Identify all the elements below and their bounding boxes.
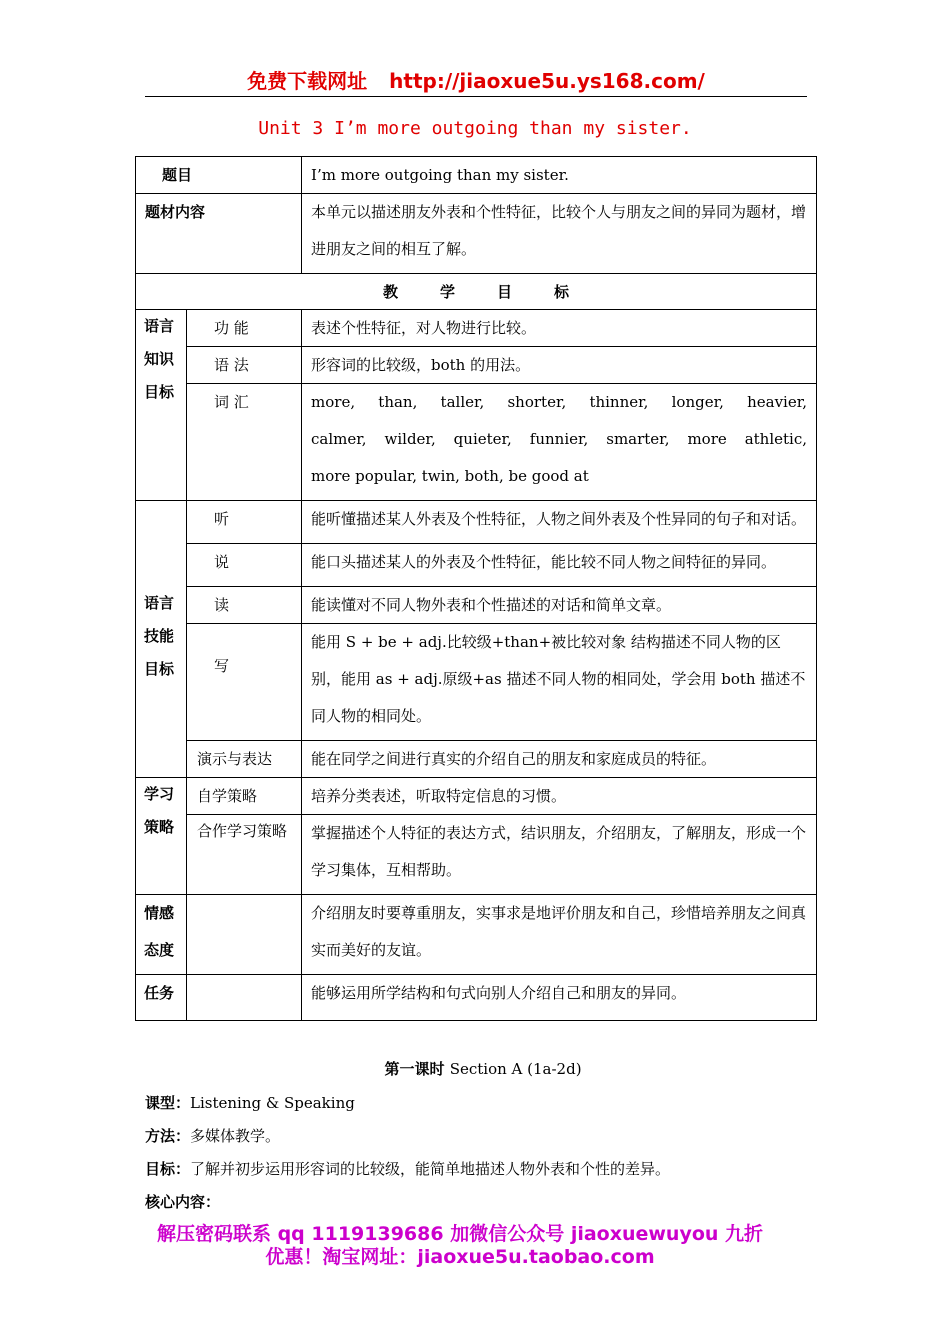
self-study-label: 自学策略 [187, 778, 302, 815]
goal-value: 了解并初步运用形容词的比较级，能简单地描述人物外表和个性的差异。 [190, 1160, 671, 1178]
grammar-row [136, 347, 817, 384]
speaking-label: 说 [187, 544, 302, 587]
presentation-text: 能在同学之间进行真实的介绍自己的朋友和家庭成员的特征。 [302, 741, 817, 778]
cooperation-row [136, 815, 817, 895]
grammar-text: 形容词的比较级，both 的用法。 [302, 347, 817, 384]
lang-knowledge-label: 语言知识目标 [136, 310, 187, 501]
listening-row [136, 501, 817, 544]
content-row [136, 194, 817, 274]
task-label: 任务 [136, 975, 187, 1021]
topic-value: I’m more outgoing than my sister. [302, 157, 817, 194]
presentation-row [136, 741, 817, 778]
reading-label: 读 [187, 587, 302, 624]
task-row [136, 975, 817, 1021]
reading-text: 能读懂对不同人物外表和个性描述的对话和简单文章。 [302, 587, 817, 624]
emotion-text: 介绍朋友时要尊重朋友，实事求是地评价朋友和自己，珍惜培养朋友之间真实而美好的友谊。 [302, 895, 817, 975]
footer-line-2: 优惠！淘宝网址：jiaoxue5u.taobao.com [265, 1246, 655, 1268]
speaking-row [136, 544, 817, 587]
header-label: 免费下载网址 [247, 69, 368, 93]
vocabulary-row [136, 384, 817, 501]
writing-text: 能用 S + be + adj.比较级+than+被比较对象 结构描述不同人物的区别，能用 as + adj.原级+as 描述不同人物的相同处，学会用 both 描述不同人物的相同处。 [302, 624, 817, 741]
download-header [145, 66, 807, 97]
self-study-text: 培养分类表述，听取特定信息的习惯。 [302, 778, 817, 815]
presentation-label: 演示与表达 [187, 741, 302, 778]
vocabulary-line: calmer, wilder, quieter, funnier, smarter, more athletic, [311, 430, 808, 448]
lesson-plan-table [135, 156, 817, 1021]
core-label: 核心内容： [145, 1193, 221, 1211]
goals-heading: 教学目标 [383, 283, 612, 301]
header-url-link[interactable]: http://jiaoxue5u.ys168.com/ [389, 69, 705, 93]
task-text: 能够运用所学结构和句式向别人介绍自己和朋友的异同。 [302, 975, 817, 1021]
writing-label: 写 [187, 624, 302, 741]
lang-skills-label: 语言技能目标 [136, 501, 187, 778]
lesson-title-cn: 第一课时 [384, 1060, 445, 1078]
listening-label: 听 [187, 501, 302, 544]
vocabulary-label: 词 汇 [187, 384, 302, 501]
lesson-section-title [0, 1058, 950, 1079]
lesson-type-line [145, 1092, 355, 1113]
footer-line-1: 解压密码联系 qq 1119139686 加微信公众号 jiaoxuewuyou 九折 [156, 1223, 764, 1245]
lesson-type-value: Listening & Speaking [190, 1094, 355, 1112]
lesson-type-label: 课型： [145, 1094, 191, 1112]
writing-row [136, 624, 817, 741]
listening-text: 能听懂描述某人外表及个性特征，人物之间外表及个性异同的句子和对话。 [302, 501, 817, 544]
topic-label: 题目 [136, 157, 302, 194]
vocabulary-line: more, than, taller, shorter, thinner, longer, heavier, [311, 393, 808, 411]
core-line [145, 1191, 220, 1212]
strategy-label: 学习策略 [136, 778, 187, 895]
speaking-text: 能口头描述某人的外表及个性特征，能比较不同人物之间特征的异同。 [302, 544, 817, 587]
content-label: 题材内容 [136, 194, 302, 274]
lesson-title-en: Section A (1a-2d) [449, 1060, 582, 1078]
cooperation-label: 合作学习策略 [187, 815, 302, 895]
self-study-row [136, 778, 817, 815]
method-line [145, 1125, 280, 1146]
function-text: 表述个性特征，对人物进行比较。 [302, 310, 817, 347]
goal-label: 目标： [145, 1160, 191, 1178]
method-label: 方法： [145, 1127, 191, 1145]
emotion-label: 情感态度 [136, 895, 187, 975]
function-label: 功 能 [187, 310, 302, 347]
document-title: Unit 3 I’m more outgoing than my sister. [258, 118, 692, 139]
content-value: 本单元以描述朋友外表和个性特征，比较个人与朋友之间的异同为题材，增进朋友之间的相互了解。 [302, 194, 817, 274]
reading-row [136, 587, 817, 624]
method-value: 多媒体教学。 [190, 1127, 281, 1145]
goals-heading-row [136, 274, 817, 310]
emotion-row [136, 895, 817, 975]
lang-knowledge-row [136, 310, 817, 347]
vocabulary-line: more popular, twin, both, be good at [311, 467, 589, 485]
goal-line [145, 1158, 670, 1179]
cooperation-text: 掌握描述个人特征的表达方式，结识朋友，介绍朋友，了解朋友，形成一个学习集体，互相帮助。 [302, 815, 817, 895]
vocabulary-cell [302, 384, 817, 501]
topic-row [136, 157, 817, 194]
grammar-label: 语 法 [187, 347, 302, 384]
